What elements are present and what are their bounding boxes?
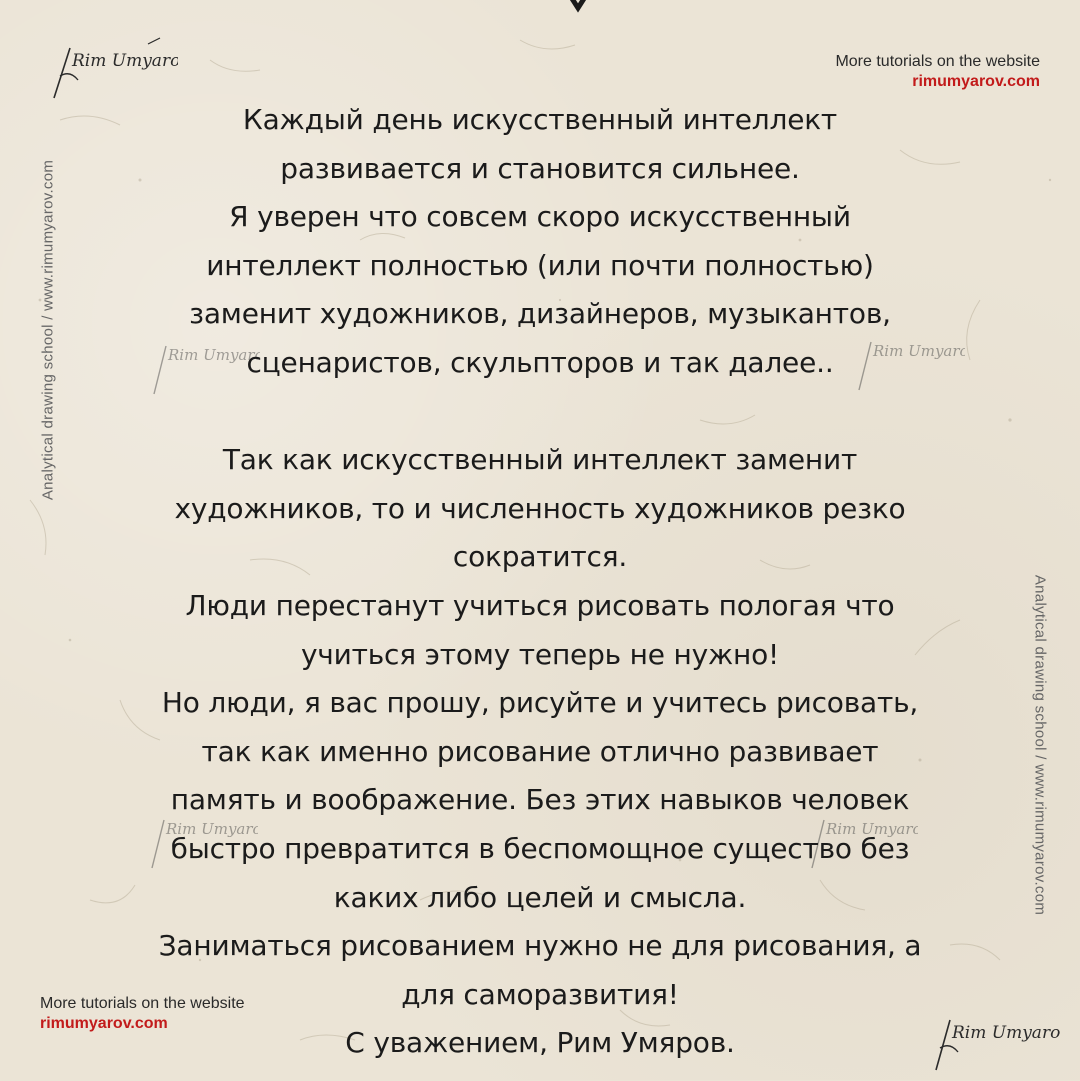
- text-line: интеллект полностью (или почти полностью): [206, 248, 874, 282]
- text-line: заменит художников, дизайнеров, музыкантов,: [189, 297, 891, 331]
- text-line: каких либо целей и смысла.: [333, 880, 747, 914]
- text-line: Каждый день искусственный интеллект: [242, 103, 838, 136]
- text-line: так как именно рисование отлично развивает: [201, 734, 879, 768]
- main-text-block: [100, 96, 980, 1068]
- text-line: Я уверен что совсем скоро искусственный: [229, 200, 851, 234]
- watermark-signature-text: Rim Umyar: [826, 820, 913, 838]
- watermark-signature-text: Rim Umyar: [166, 820, 253, 838]
- promo-text: More tutorials on the website: [40, 995, 245, 1012]
- text-line: память и воображение. Без этих навыков человек: [170, 783, 910, 817]
- promo-top-right: [835, 52, 1040, 92]
- text-line: Заниматься рисованием нужно не для рисования, а: [158, 929, 922, 963]
- text-line: Люди перестанут учиться рисовать пологая что: [185, 588, 895, 622]
- signature-text: Rim Umyarov: [952, 1023, 1060, 1043]
- text-line: сценаристов, скульпторов и так далее..: [246, 345, 834, 379]
- text-line: быстро превратится в беспомощное существо без: [170, 831, 910, 865]
- side-text-left: Analytical drawing school / www.rimumyarov.com: [39, 159, 57, 501]
- promo-text: More tutorials on the website: [835, 53, 1040, 70]
- signature-stroke: [930, 1006, 1060, 1076]
- text-line: Но люди, я вас прошу, рисуйте и учитесь рисовать,: [161, 686, 919, 720]
- text-line: С уважением, Рим Умяров.: [345, 1026, 735, 1060]
- text-line: для саморазвития!: [401, 977, 679, 1011]
- watermark-signature-text: Rim Umyar: [168, 346, 255, 364]
- cropped-glyph: [560, 0, 600, 16]
- text-line: Так как искусственный интеллект заменит: [222, 443, 858, 477]
- promo-bottom-left: [40, 994, 245, 1034]
- promo-website-link[interactable]: rimumyarov.com: [912, 73, 1040, 90]
- text-line: учиться этому теперь не нужно!: [300, 637, 780, 671]
- text-line: сократится.: [452, 540, 628, 574]
- signature-text: Rim Umyar: [72, 51, 171, 71]
- watermark-signature-text: Rim Umyar: [873, 342, 960, 360]
- paragraph-gap: [100, 388, 980, 437]
- cropped-heading-fragment: [560, 0, 600, 26]
- signature-bottom-right: [930, 1006, 1060, 1081]
- text-line: художников, то и численность художников резко: [174, 491, 906, 525]
- side-text-right: Analytical drawing school / www.rimumyarov.com: [1031, 574, 1049, 916]
- promo-website-link[interactable]: rimumyarov.com: [40, 1015, 168, 1032]
- text-line: развивается и становится сильнее.: [280, 151, 800, 185]
